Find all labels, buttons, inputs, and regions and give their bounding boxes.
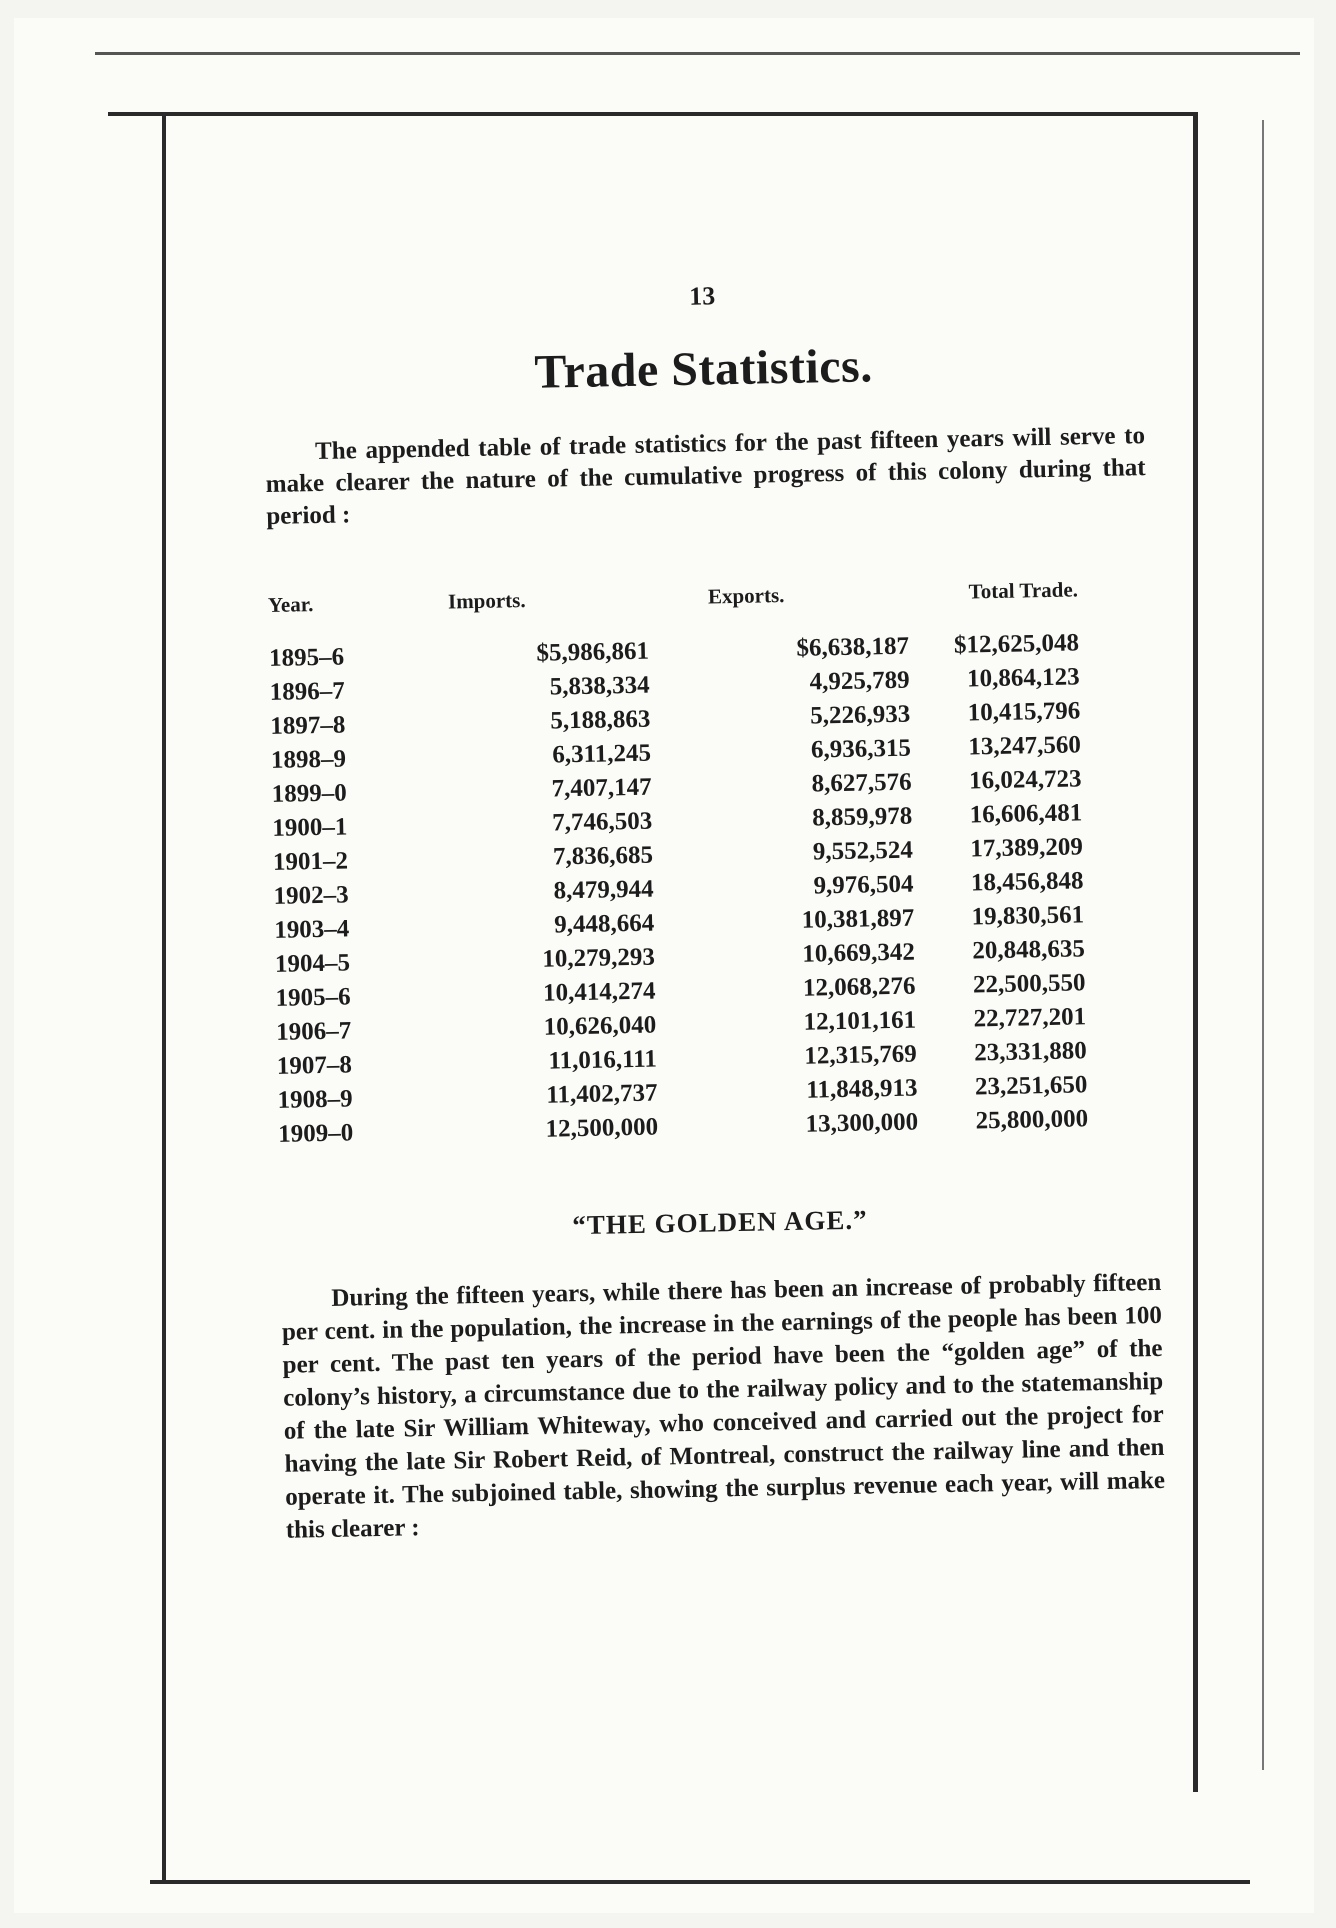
cell-imports: 7,746,503 [552, 807, 653, 837]
cell-year: 1907–8 [276, 1051, 353, 1080]
cell-imports: 10,414,274 [542, 977, 656, 1007]
trade-statistics-table [268, 577, 1099, 1152]
cell-exports: 12,315,769 [804, 1040, 918, 1070]
header-year: Year. [267, 592, 314, 617]
cell-imports: 7,836,685 [552, 841, 654, 871]
cell-total: 18,456,848 [970, 867, 1084, 897]
cell-exports: 12,101,161 [803, 1006, 917, 1036]
cell-imports: $5,986,861 [536, 637, 650, 667]
cell-exports: 6,936,315 [810, 734, 912, 764]
cell-year: 1903–4 [274, 915, 350, 944]
cell-total: 19,830,561 [971, 901, 1085, 931]
top-outer-rule [95, 52, 1300, 55]
cell-total: 17,389,209 [970, 833, 1084, 863]
cell-exports: 8,627,576 [811, 768, 912, 798]
cell-year: 1908–9 [277, 1085, 353, 1114]
golden-age-paragraph: During the fifteen years, while there has been an increase of probably fifteen per cent. in the population, the increase in the earnings of the people has been 100 per cent. The past ten years of the period have been the “golden age” of the colony’s history, a circumstance due to the railway policy and to the statemanship of the late Sir William Whiteway, who conceived and carried out the project for having the late Sir Robert Reid, of Montreal, construct the railway line and then operate it. The subjoined table, showing the surplus revenue each year, will make this clearer : [281, 1268, 1166, 1544]
cell-imports: 8,479,944 [553, 875, 654, 905]
cell-year: 1896–7 [269, 677, 345, 706]
cell-imports: 6,311,245 [552, 739, 652, 769]
cell-exports: 11,848,913 [806, 1074, 918, 1104]
cell-exports: 10,381,897 [801, 904, 915, 934]
header-total-trade: Total Trade. [968, 577, 1079, 604]
cell-exports: 5,226,933 [810, 700, 911, 730]
page-content [262, 273, 1166, 1547]
cell-year: 1905–6 [275, 983, 351, 1012]
cell-total: 23,331,880 [974, 1037, 1088, 1067]
right-outer-rule [1262, 120, 1264, 1770]
cell-total: $12,625,048 [953, 629, 1080, 659]
cell-imports: 9,448,664 [553, 909, 655, 939]
cell-year: 1900–1 [272, 813, 348, 842]
cell-total: 25,800,000 [975, 1105, 1089, 1135]
cell-exports: 13,300,000 [805, 1108, 919, 1138]
cell-imports: 10,279,293 [542, 943, 656, 973]
cell-year: 1895–6 [268, 643, 345, 672]
cell-exports: 9,552,524 [812, 836, 914, 866]
header-exports: Exports. [707, 583, 785, 609]
header-imports: Imports. [447, 587, 526, 614]
cell-exports: 4,925,789 [809, 666, 910, 696]
cell-exports: 9,976,504 [813, 870, 914, 900]
cell-imports: 11,016,111 [548, 1045, 658, 1075]
cell-year: 1909–0 [277, 1119, 354, 1148]
cell-imports: 7,407,147 [551, 773, 652, 803]
cell-imports: 11,402,737 [546, 1079, 658, 1109]
cell-total: 10,864,123 [966, 663, 1080, 693]
golden-age-heading: “THE GOLDEN AGE.” [572, 1204, 868, 1241]
cell-imports: 5,188,863 [550, 705, 651, 735]
top-border-rule [108, 112, 1193, 116]
cell-total: 10,415,796 [967, 697, 1081, 727]
cell-imports: 5,838,334 [549, 671, 650, 701]
cell-total: 16,606,481 [969, 799, 1083, 829]
cell-total: 22,727,201 [973, 1003, 1087, 1033]
cell-year: 1902–3 [273, 881, 349, 910]
cell-exports: 8,859,978 [811, 802, 913, 832]
page-title: Trade Statistics. [533, 339, 874, 399]
right-border-rule [1193, 112, 1198, 1792]
cell-total: 23,251,650 [974, 1071, 1088, 1101]
page-number: 13 [688, 281, 716, 311]
cell-total: 16,024,723 [968, 765, 1082, 795]
cell-exports: $6,638,187 [796, 632, 910, 662]
cell-total: 13,247,560 [968, 731, 1082, 761]
bottom-border-rule [150, 1880, 1250, 1884]
cell-year: 1906–7 [275, 1017, 352, 1046]
cell-imports: 10,626,040 [543, 1011, 657, 1041]
cell-total: 22,500,550 [972, 969, 1086, 999]
cell-year: 1899–0 [271, 779, 347, 808]
cell-year: 1898–9 [270, 745, 347, 774]
cell-imports: 12,500,000 [545, 1113, 659, 1143]
left-border-rule [162, 114, 166, 1882]
cell-year: 1897–8 [270, 711, 346, 740]
intro-paragraph: The appended table of trade statistics for the past fifteen years will serve to make clearer the nature of the cumulative progress of this colony during that period : [265, 422, 1146, 530]
cell-total: 20,848,635 [972, 935, 1086, 965]
cell-exports: 10,669,342 [802, 938, 916, 968]
cell-year: 1901–2 [272, 847, 349, 876]
cell-year: 1904–5 [274, 949, 351, 978]
cell-exports: 12,068,276 [802, 972, 916, 1002]
